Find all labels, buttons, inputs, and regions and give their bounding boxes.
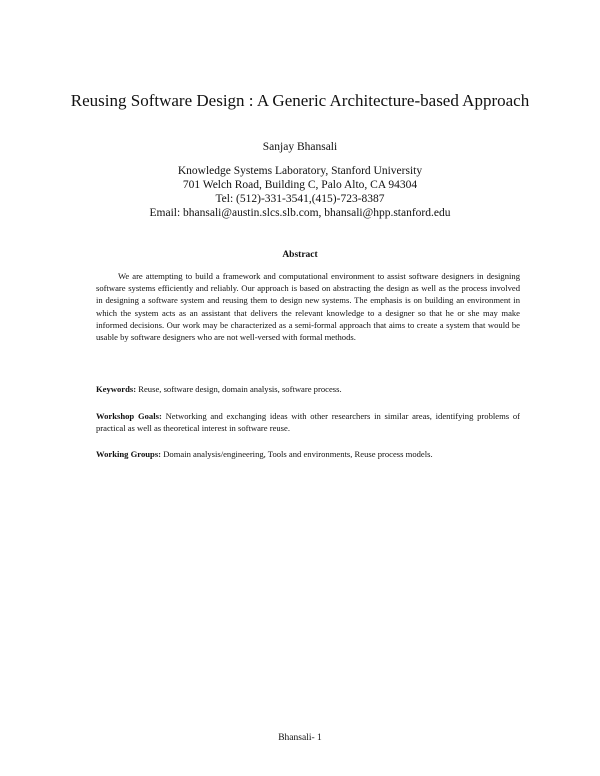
author-name: Sanjay Bhansali (262, 141, 338, 153)
workshop-goals-paragraph (96, 410, 520, 434)
affiliation-email: Email: bhansali@austin.slcs.slb.com, bhansali@hpp.stanford.edu (149, 207, 451, 219)
keywords-paragraph (96, 383, 520, 395)
affiliation-address: 701 Welch Road, Building C, Palo Alto, CA 94304 (182, 179, 418, 191)
workshop-goals-label: Workshop Goals: (96, 411, 162, 421)
affiliation-lab: Knowledge Systems Laboratory, Stanford University (177, 165, 423, 177)
affiliation-phone: Tel: (512)-331-3541,(415)-723-8387 (215, 193, 385, 205)
paper-title: Reusing Software Design : A Generic Architecture-based Approach (70, 91, 530, 110)
page-footer: Bhansali- 1 (278, 733, 322, 743)
workshop-goals-text: Networking and exchanging ideas with other researchers in similar areas, identifying problems of practical as well as theoretical interest in software reuse. (96, 411, 520, 434)
abstract-heading: Abstract (282, 250, 318, 260)
working-groups-text: Domain analysis/engineering, Tools and environments, Reuse process models. (163, 449, 433, 459)
author-affiliation (40, 164, 560, 220)
working-groups-label: Working Groups: (96, 449, 162, 459)
keywords-label: Keywords: (96, 384, 137, 394)
abstract-body: We are attempting to build a framework and computational environment to assist software designers in designing software systems efficiently and reliably. Our approach is based on abstracting the design as well as the process involved in designing a software system and reusing them to design new systems. The emphasis is on building an environment in which the system acts as an assistant that delivers the relevant knowledge to a designer so that he or she may make informed decisions. Our work may be characterized as a semi-formal approach that aims to create a system that would be usable by software designers who are not well-versed with formal methods. (96, 271, 520, 343)
working-groups-paragraph (96, 448, 520, 460)
keywords-text: Reuse, software design, domain analysis, software process. (138, 384, 342, 394)
